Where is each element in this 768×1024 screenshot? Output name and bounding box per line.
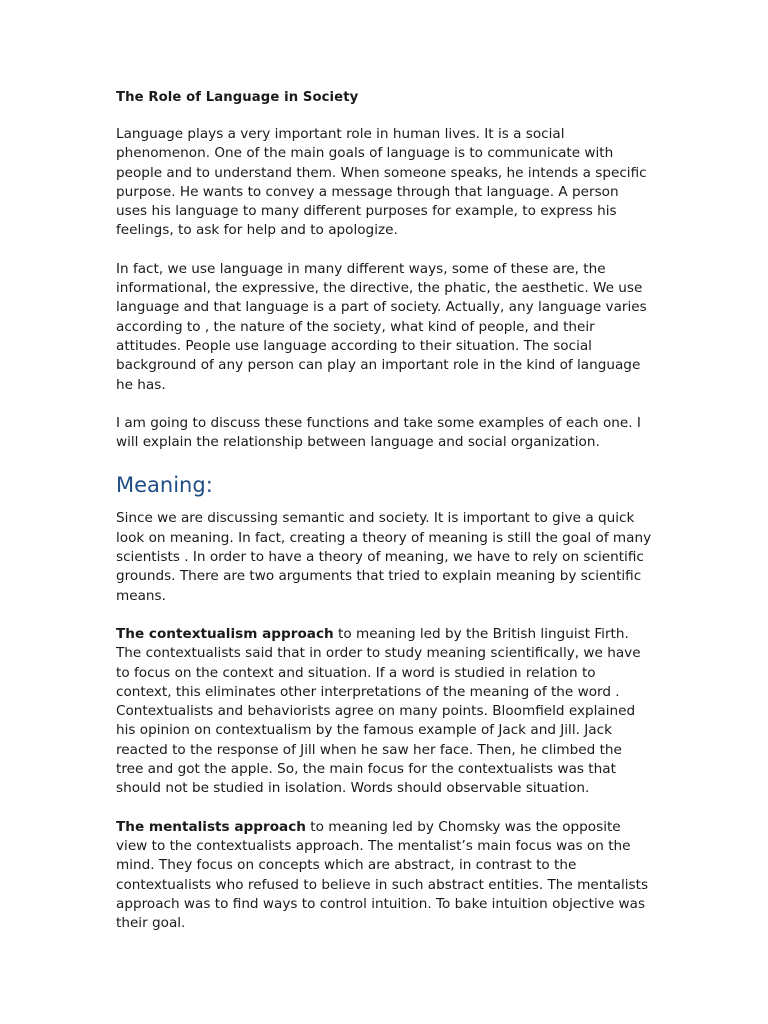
contextualism-term: The contextualism approach	[116, 625, 334, 642]
paragraph-functions: In fact, we use language in many different ways, some of these are, the informational, the expressive, the directive, the phatic, the aesthetic. We use language and that language is a part of society. Actually, any language varies according to , the nature of the society, what kind of people, and their attitudes. People use language according to their situation. The social background of any person can play an important role in the kind of language he has.	[116, 260, 647, 393]
paragraph-mentalists	[116, 818, 652, 934]
document-body	[116, 88, 652, 952]
mentalists-text: to meaning led by Chomsky was the opposite view to the contextualists approach. The mentalist’s main focus was on the mind. They focus on concepts which are abstract, in contrast to the contextualists who refused to believe in such abstract entities. The mentalists approach was to find ways to control intuition. To bake intuition objective was their goal.	[116, 818, 649, 932]
mentalists-term: The mentalists approach	[116, 818, 306, 835]
paragraph-plan: I am going to discuss these functions and take some examples of each one. I will explain the relationship between language and social organization.	[116, 414, 641, 451]
contextualism-text: to meaning led by the British linguist Firth. The contextualists said that in order to study meaning scientifically, we have to focus on the context and situation. If a word is studied in relation to context, this eliminates other interpretations of the meaning of the word . Contextualists and behaviorists agree on many points. Bloomfield explained his opinion on contextualism by the famous example of Jack and Jill. Jack reacted to the response of Jill when he saw her face. Then, he climbed the tree and got the apple. So, the main focus for the contextualists was that should not be studied in isolation. Words should observable situation.	[116, 625, 641, 797]
paragraph-intro: Language plays a very important role in human lives. It is a social phenomenon. One of the main goals of language is to communicate with people and to understand them. When someone speaks, he intends a specific purpose. He wants to convey a message through that language. A person uses his language to many different purposes for example, to express his feelings, to ask for help and to apologize.	[116, 126, 647, 239]
section-heading-meaning: Meaning:	[116, 473, 213, 498]
document-title: The Role of Language in Society	[116, 90, 359, 105]
paragraph-contextualism	[116, 625, 652, 799]
paragraph-meaning-intro: Since we are discussing semantic and society. It is important to give a quick look on meaning. In fact, creating a theory of meaning is still the goal of many scientists . In order to have a theory of meaning, we have to rely on scientific grounds. There are two arguments that tried to explain meaning by scientific means.	[116, 510, 652, 604]
